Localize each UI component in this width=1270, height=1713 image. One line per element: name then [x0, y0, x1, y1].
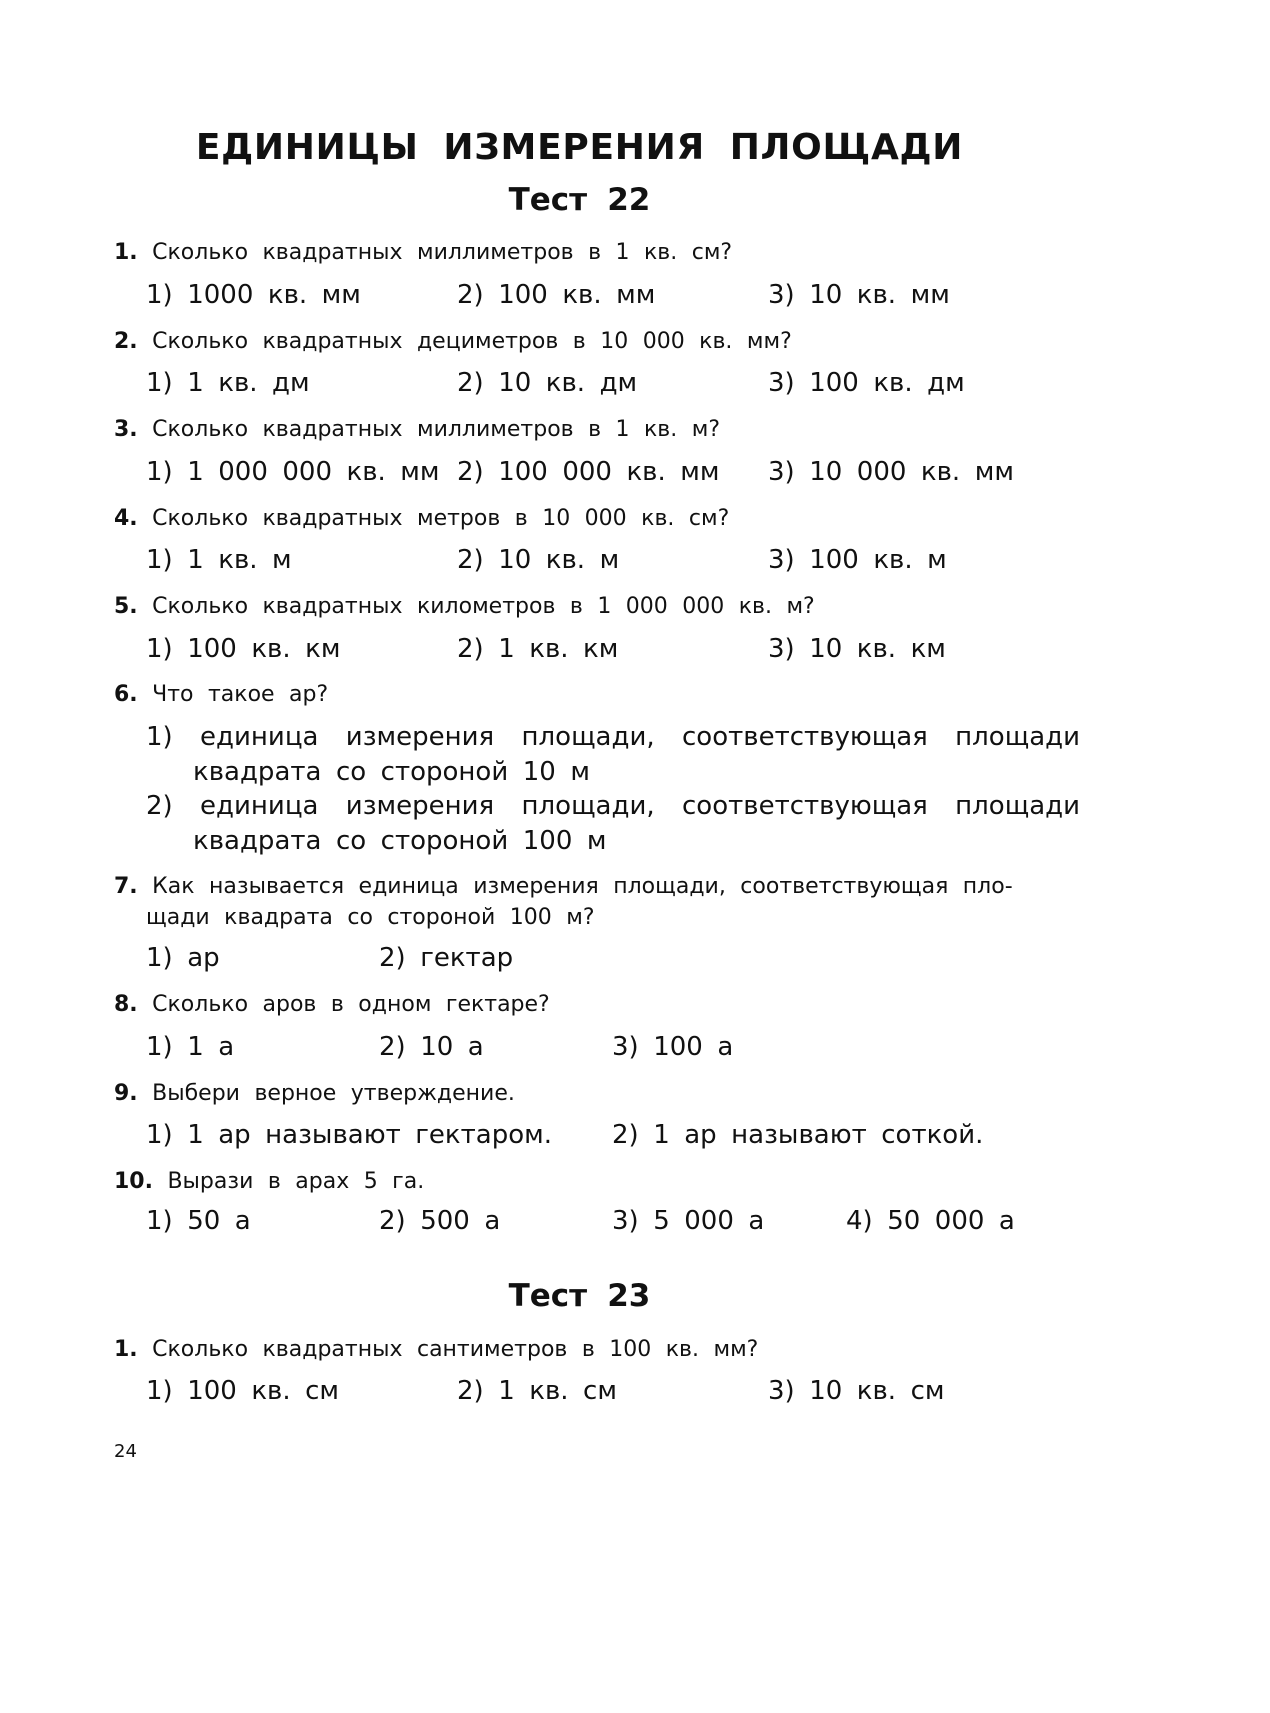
answer-option[interactable]: 1) 1 кв. м [146, 545, 292, 575]
question [114, 238, 1084, 268]
answer-option[interactable]: 1) единица измерения площади, соответствующая площади [146, 722, 1080, 752]
answer-option[interactable]: 2) 10 кв. м [457, 545, 620, 575]
answer-option[interactable]: 1) 100 кв. км [146, 634, 341, 664]
answer-option[interactable]: 3) 100 кв. м [768, 545, 947, 575]
question [114, 415, 1084, 445]
question-text: Сколько квадратных сантиметров в 100 кв. мм? [152, 1337, 759, 1362]
answer-option[interactable]: 1) 1000 кв. мм [146, 280, 361, 310]
question-text: Выбери верное утверждение. [152, 1081, 515, 1106]
question [114, 990, 1084, 1020]
question-text: Сколько квадратных миллиметров в 1 кв. см? [152, 240, 733, 265]
question-text: Сколько квадратных миллиметров в 1 кв. м? [152, 417, 720, 442]
answer-option-continued: квадрата со стороной 10 м [193, 757, 590, 787]
answer-option[interactable]: 3) 10 кв. км [768, 634, 946, 664]
question-text: Вырази в арах 5 га. [167, 1169, 425, 1194]
answer-option[interactable]: 2) 1 кв. см [457, 1376, 617, 1406]
answer-option[interactable]: 3) 10 000 кв. мм [768, 457, 1014, 487]
question [114, 1167, 1084, 1197]
answer-option[interactable]: 2) 100 000 кв. мм [457, 457, 720, 487]
answer-option[interactable]: 1) ар [146, 943, 220, 973]
answer-option[interactable]: 1) 1 а [146, 1032, 235, 1062]
question-text: Сколько квадратных дециметров в 10 000 кв. мм? [152, 329, 792, 354]
question-number: 7. [114, 874, 138, 899]
answer-option[interactable]: 3) 100 кв. дм [768, 368, 965, 398]
question-number: 1. [114, 240, 138, 265]
question-number: 2. [114, 329, 138, 354]
answer-option[interactable]: 3) 100 а [612, 1032, 734, 1062]
question [114, 680, 1084, 710]
question-text: Как называется единица измерения площади, соответствующая пло- [152, 874, 1013, 899]
question-number: 10. [114, 1169, 153, 1194]
answer-option[interactable]: 3) 5 000 а [612, 1206, 765, 1236]
question-text: Сколько квадратных километров в 1 000 000 кв. м? [152, 594, 815, 619]
question-text: Сколько квадратных метров в 10 000 кв. см? [152, 506, 730, 531]
answer-option[interactable]: 2) гектар [379, 943, 514, 973]
question [114, 327, 1084, 357]
question-text: Что такое ар? [152, 682, 329, 707]
page-title: ЕДИНИЦЫ ИЗМЕРЕНИЯ ПЛОЩАДИ [195, 127, 964, 168]
answer-option[interactable]: 2) 10 кв. дм [457, 368, 638, 398]
question-number: 9. [114, 1081, 138, 1106]
question [114, 1079, 1084, 1109]
question-number: 6. [114, 682, 138, 707]
answer-option[interactable]: 3) 10 кв. мм [768, 280, 950, 310]
question-number: 1. [114, 1337, 138, 1362]
question-number: 5. [114, 594, 138, 619]
question-text-continued: щади квадрата со стороной 100 м? [146, 905, 595, 930]
question-number: 8. [114, 992, 138, 1017]
answer-option[interactable]: 2) 100 кв. мм [457, 280, 656, 310]
question [114, 504, 1084, 534]
answer-option-continued: квадрата со стороной 100 м [193, 826, 607, 856]
answer-option[interactable]: 1) 1 ар называют гектаром. [146, 1120, 552, 1150]
answer-option[interactable]: 3) 10 кв. см [768, 1376, 945, 1406]
answer-option[interactable]: 1) 50 а [146, 1206, 251, 1236]
answer-option[interactable]: 2) единица измерения площади, соответствующая площади [146, 791, 1080, 821]
question-number: 3. [114, 417, 138, 442]
answer-option[interactable]: 2) 500 а [379, 1206, 501, 1236]
answer-option[interactable]: 2) 1 кв. км [457, 634, 619, 664]
question-text: Сколько аров в одном гектаре? [152, 992, 550, 1017]
question [114, 872, 1084, 902]
question [114, 1335, 1084, 1365]
answer-option[interactable]: 4) 50 000 а [846, 1206, 1015, 1236]
answer-option[interactable]: 1) 100 кв. см [146, 1376, 340, 1406]
answer-option[interactable]: 1) 1 кв. дм [146, 368, 310, 398]
question-number: 4. [114, 506, 138, 531]
question [114, 592, 1084, 622]
answer-option[interactable]: 2) 10 а [379, 1032, 484, 1062]
page-number: 24 [114, 1441, 137, 1462]
test-23-heading: Тест 23 [508, 1278, 651, 1314]
answer-option[interactable]: 1) 1 000 000 кв. мм [146, 457, 440, 487]
answer-option[interactable]: 2) 1 ар называют соткой. [612, 1120, 984, 1150]
test-22-heading: Тест 22 [508, 182, 651, 218]
